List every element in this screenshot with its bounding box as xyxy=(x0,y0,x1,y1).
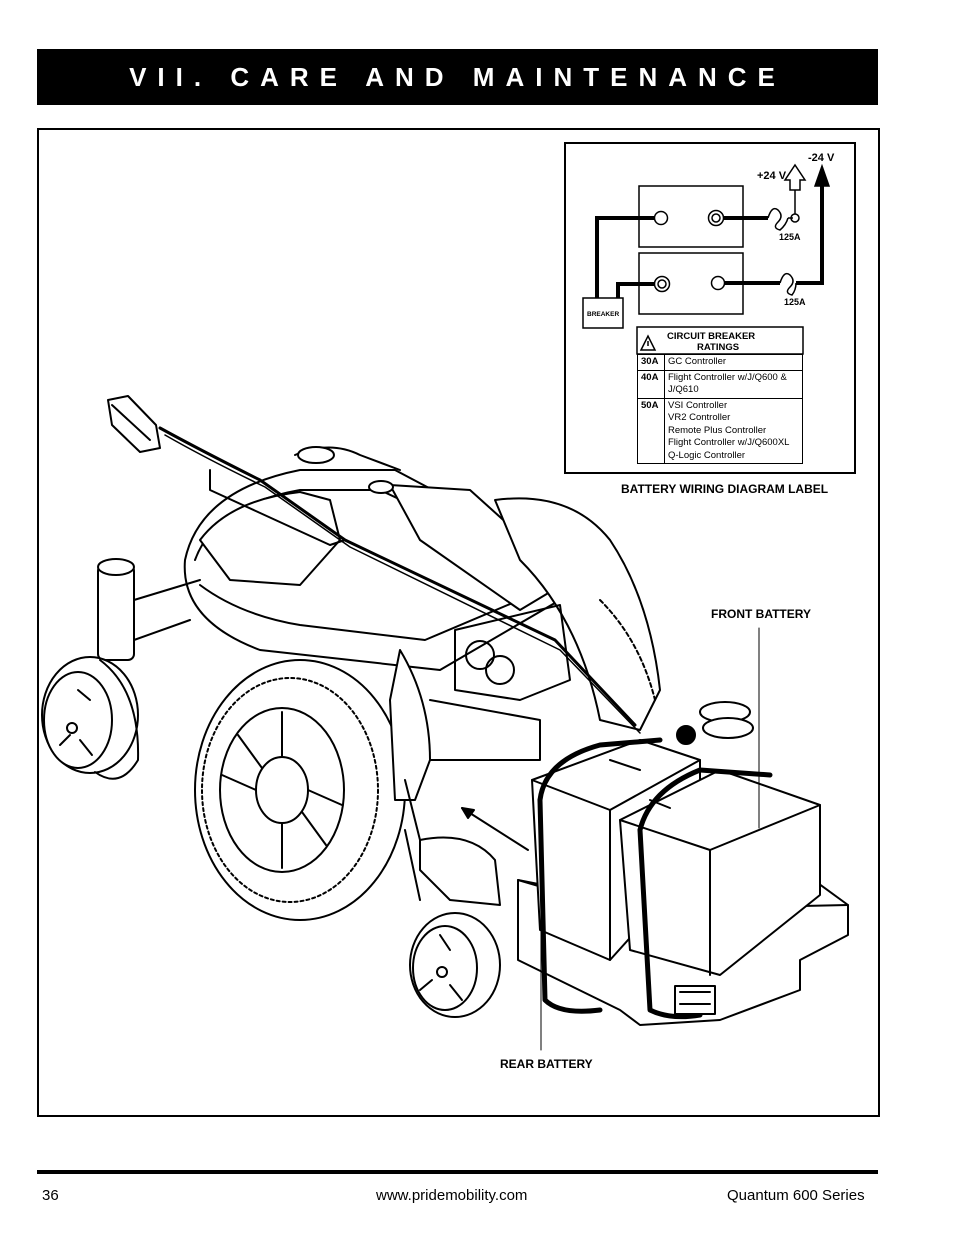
rating-line: Flight Controller w/J/Q600 & xyxy=(668,371,787,383)
rating-line: Remote Plus Controller xyxy=(668,424,767,436)
neg-voltage-label: -24 V xyxy=(808,152,835,164)
rating-desc xyxy=(665,355,803,371)
rating-amp: 30A xyxy=(638,355,665,371)
rating-desc xyxy=(665,398,803,464)
fuse-top-label: 125A xyxy=(779,232,801,242)
rating-amp: 40A xyxy=(638,370,665,398)
rating-line: VSI Controller xyxy=(668,399,728,411)
rating-line: VR2 Controller xyxy=(668,412,731,423)
section-title: VII. CARE AND MAINTENANCE xyxy=(129,62,786,92)
front-battery-label: FRONT BATTERY xyxy=(711,607,811,621)
table-row xyxy=(638,398,803,464)
rating-amp: 50A xyxy=(638,398,665,464)
fuse-bottom-label: 125A xyxy=(784,297,806,307)
breaker-label: BREAKER xyxy=(587,311,620,318)
rating-line: J/Q610 xyxy=(668,384,699,395)
footer-rule xyxy=(37,1170,878,1174)
rating-line: Q-Logic Controller xyxy=(668,449,746,461)
table-title-line2: RATINGS xyxy=(697,342,740,353)
website-link[interactable]: www.pridemobility.com xyxy=(376,1187,528,1204)
circuit-breaker-table xyxy=(637,354,803,464)
wiring-label-caption: BATTERY WIRING DIAGRAM LABEL xyxy=(621,482,829,496)
rear-battery-label: REAR BATTERY xyxy=(500,1057,593,1071)
rating-line: Flight Controller w/J/Q600XL xyxy=(668,437,790,448)
rating-desc xyxy=(665,370,803,398)
table-row xyxy=(638,370,803,398)
page-number: 36 xyxy=(42,1187,59,1204)
table-row xyxy=(638,355,803,371)
pos-voltage-label: +24 V xyxy=(757,170,787,182)
series-name: Quantum 600 Series xyxy=(727,1187,865,1204)
table-title-line1: CIRCUIT BREAKER xyxy=(667,331,756,342)
rating-line: GC Controller xyxy=(668,356,727,367)
